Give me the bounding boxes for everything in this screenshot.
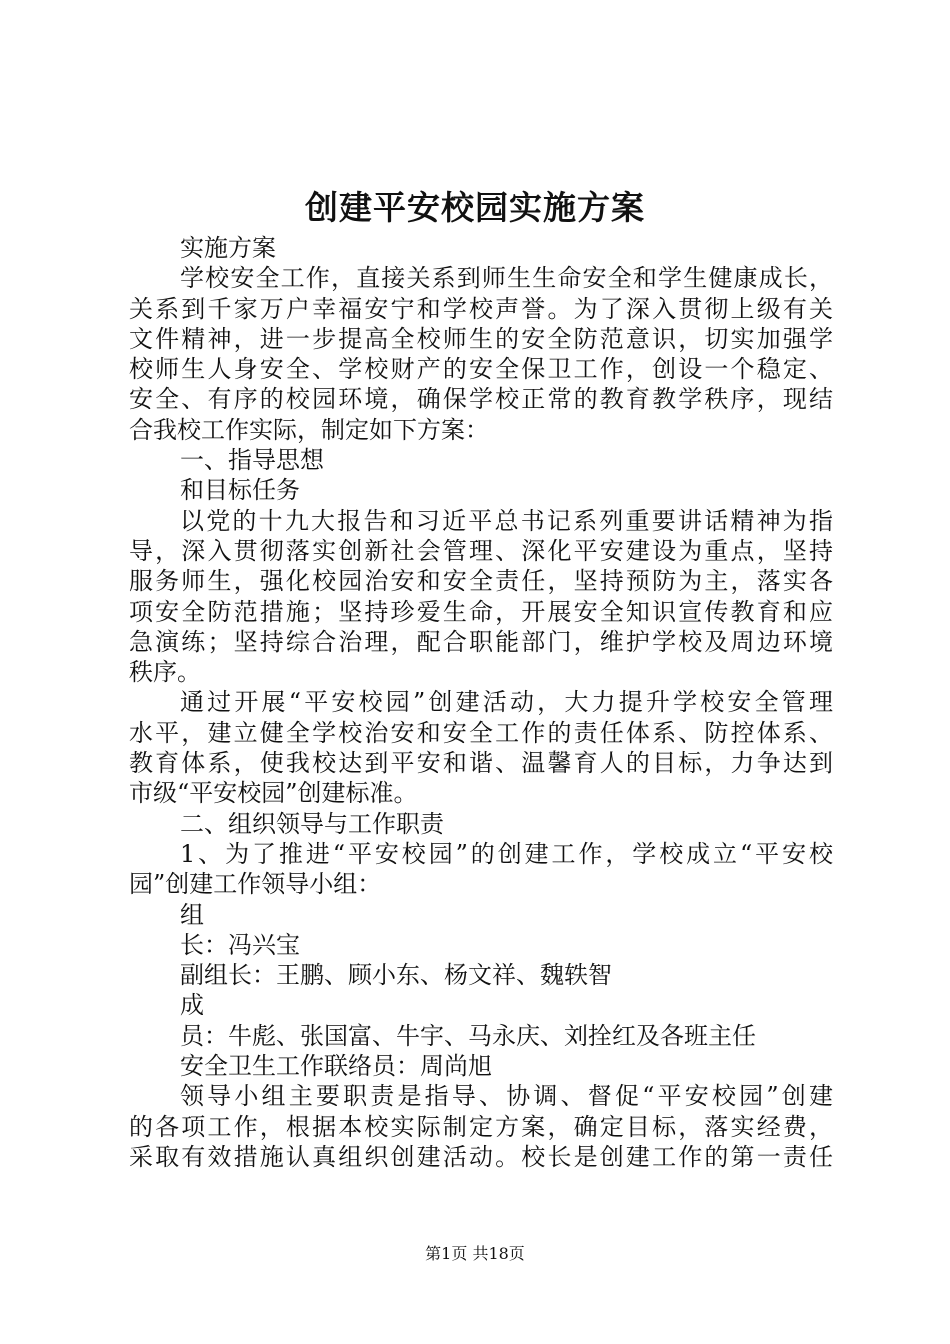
text-line: 导，深入贯彻落实创新社会管理、深化平安建设为重点，坚持 (129, 536, 833, 565)
text-line: 急演练；坚持综合治理，配合职能部门，维护学校及周边环境 (129, 627, 833, 656)
text-line: 园”创建工作领导小组： (129, 870, 382, 899)
document-title: 创建平安校园实施方案 (305, 188, 645, 227)
section-heading: 和目标任务 (180, 476, 300, 505)
document-body (129, 233, 833, 1172)
text-line: 教育体系，使我校达到平安和谐、温馨育人的目标，力争达到 (129, 749, 833, 778)
text-line: 的各项工作，根据本校实际制定方案，确定目标，落实经费， (129, 1112, 833, 1141)
section-heading: 二、组织领导与工作职责 (180, 809, 444, 838)
page-footer: 第1页 共18页 (425, 1244, 525, 1263)
text-line: 合我校工作实际，制定如下方案： (129, 415, 489, 444)
text-line: 组 (180, 900, 204, 929)
text-line: 安全、有序的校园环境，确保学校正常的教育教学秩序，现结 (129, 385, 833, 414)
text-line: 关系到千家万户幸福安宁和学校声誉。为了深入贯彻上级有关 (129, 294, 833, 323)
text-line: 项安全防范措施；坚持珍爱生命，开展安全知识宣传教育和应 (129, 597, 833, 626)
text-line: 采取有效措施认真组织创建活动。校长是创建工作的第一责任 (129, 1142, 833, 1171)
text-line: 文件精神，进一步提高全校师生的安全防范意识，切实加强学 (129, 324, 833, 353)
text-line: 校师生人身安全、学校财产的安全保卫工作，创设一个稳定、 (129, 355, 833, 384)
text-line: 通过开展“平安校园”创建活动，大力提升学校安全管理 (180, 688, 833, 717)
text-line: 以党的十九大报告和习近平总书记系列重要讲话精神为指 (180, 506, 833, 535)
text-line: 长：冯兴宝 (180, 930, 300, 959)
text-line: 服务师生，强化校园治安和安全责任，坚持预防为主，落实各 (129, 567, 833, 596)
text-line: 秩序。 (129, 658, 201, 687)
section-heading: 一、指导思想 (180, 446, 324, 475)
text-line: 副组长：王鹏、顾小东、杨文祥、魏轶智 (180, 961, 612, 990)
text-line: 员：牛彪、张国富、牛宇、马永庆、刘拴红及各班主任 (180, 1021, 756, 1050)
text-line: 学校安全工作，直接关系到师生生命安全和学生健康成长， (180, 264, 833, 293)
text-line: 成 (180, 991, 204, 1020)
text-line: 实施方案 (180, 234, 276, 262)
text-line: 安全卫生工作联络员：周尚旭 (180, 1052, 492, 1081)
text-line: 1、为了推进“平安校园”的创建工作，学校成立“平安校 (180, 839, 833, 868)
text-line: 领导小组主要职责是指导、协调、督促“平安校园”创建 (180, 1082, 833, 1111)
text-line: 市级“平安校园”创建标准。 (129, 779, 418, 808)
text-line: 水平，建立健全学校治安和安全工作的责任体系、防控体系、 (129, 718, 833, 747)
